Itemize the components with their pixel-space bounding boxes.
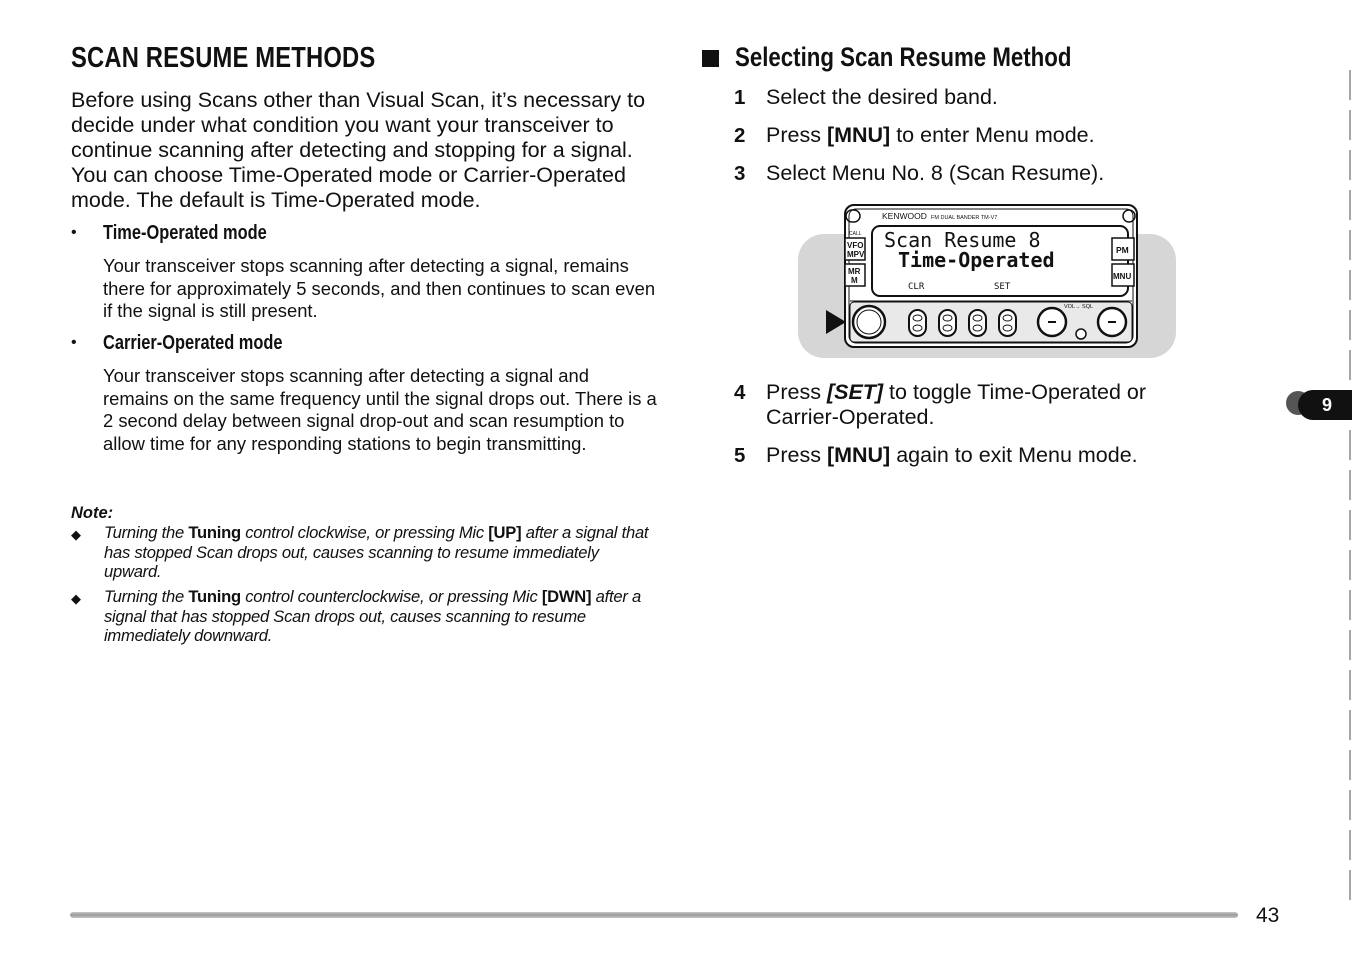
step-3-text: Select Menu No. 8 (Scan Resume). — [766, 161, 1105, 185]
step-4-number: 4 — [734, 381, 746, 404]
step-1-text: Select the desired band. — [766, 85, 998, 109]
step-2-number: 2 — [734, 124, 746, 147]
carrier-operated-text: Your transceiver stops scanning after detecting a signal and remains on the same frequency until the signal drops out. There is a 2 second delay between signal drop-out and scan resumption to allow time for any responding stations to begin transmitting. — [103, 365, 657, 454]
step-5-number: 5 — [734, 444, 746, 467]
svg-text:VFO: VFO — [847, 241, 864, 250]
note-item-1: Turning the Tuning control clockwise, or pressing Mic [UP] after a signal that has stopped Scan drops out, causes scanning to resume immediately upward. — [104, 523, 649, 582]
section-title: SCAN RESUME METHODS — [71, 42, 376, 74]
note-bullet-2: ◆ — [71, 591, 81, 606]
softkey-set: SET — [994, 282, 1011, 292]
vol-sql-label: VOL→ SQL — [1064, 304, 1094, 310]
note-bullet-1: ◆ — [71, 527, 81, 542]
note-item-2: Turning the Tuning control counterclockwise, or pressing Mic [DWN] after a signal that has stopped Scan drops out, causes scanning to resume immediately downward. — [104, 587, 641, 646]
step-1-number: 1 — [734, 86, 746, 109]
model-text: FM DUAL BANDER TM-V7 — [931, 215, 998, 221]
bullet-carrier-operated: • — [71, 334, 77, 351]
step-5-text: Press [MNU] again to exit Menu mode. — [766, 443, 1138, 467]
lcd-line-2: Time-Operated — [898, 248, 1055, 272]
section-square-icon — [702, 50, 719, 67]
time-operated-text: Your transceiver stops scanning after detecting a signal, remains there for approximately 5 seconds, and then continues to scan even if the signal is still present. — [103, 255, 656, 322]
bullet-time-operated: • — [71, 224, 77, 241]
softkey-clr: CLR — [908, 282, 925, 292]
svg-text:MR: MR — [848, 267, 861, 276]
carrier-operated-heading: Carrier-Operated mode — [103, 332, 283, 354]
brand-logo: KENWOOD — [882, 211, 927, 221]
tuning-knob — [853, 306, 885, 338]
lcd-line-1: Scan Resume 8 — [884, 228, 1041, 252]
step-3-number: 3 — [734, 162, 746, 185]
footer-rule — [70, 912, 1238, 918]
intro-paragraph: Before using Scans other than Visual Scan, it’s necessary to decide under what condition you want your transceiver to continue scanning after detecting and stopping for a signal. You can choose Time-Operated mode or Carrier-Operated mode. The default is Time-Operated mode. — [71, 88, 646, 212]
edge-index-marks — [1348, 70, 1352, 924]
step-2-text: Press [MNU] to enter Menu mode. — [766, 123, 1095, 147]
svg-text:MPV: MPV — [847, 250, 865, 259]
transceiver-front-panel-illustration — [798, 204, 1176, 358]
chapter-number: 9 — [1321, 395, 1332, 415]
page-number: 43 — [1256, 904, 1280, 927]
subsection-title: Selecting Scan Resume Method — [735, 42, 1072, 72]
step-4-text: Press [SET] to toggle Time-Operated or Carrier-Operated. — [766, 380, 1146, 429]
note-label: Note: — [71, 504, 114, 522]
svg-text:MNU: MNU — [1113, 272, 1132, 281]
svg-text:PM: PM — [1116, 245, 1129, 255]
call-button-label: CALL — [849, 231, 862, 237]
svg-text:M: M — [851, 276, 858, 285]
time-operated-heading: Time-Operated mode — [103, 222, 267, 244]
